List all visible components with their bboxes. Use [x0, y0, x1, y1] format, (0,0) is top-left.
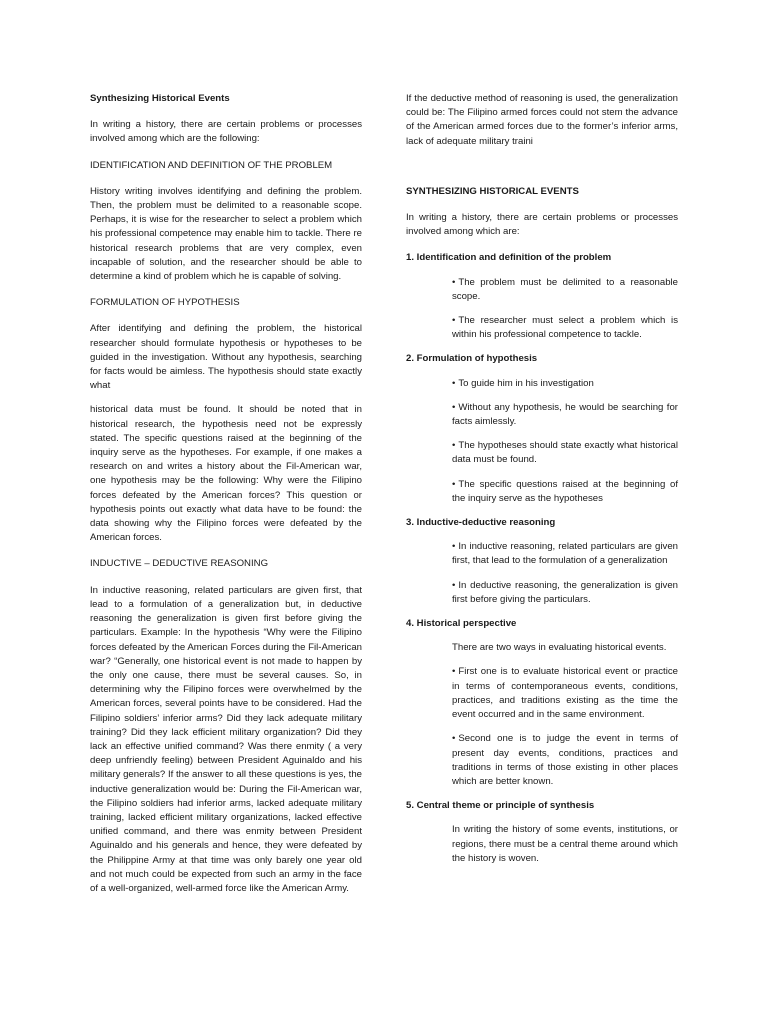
bullet-icon: •	[452, 315, 456, 327]
right-h3-bullet-2	[452, 579, 678, 607]
right-h2-bullet-1	[452, 377, 678, 391]
bullet-text: The hypotheses should state exactly what historical data must be found.	[452, 440, 678, 466]
right-heading-4: 4. Historical perspective	[406, 618, 517, 630]
bullet-text: Second one is to judge the event in terms of present day events, conditions, practices and traditions in terms of those existing in other places which are better known.	[452, 733, 678, 787]
bullet-icon: •	[452, 666, 456, 678]
left-section1-text: History writing involves identifying and defining the problem. Then, the problem must be delimited to a reasonable scope. Perhaps, it is wise for the researcher to select a problem which his professional competence may enable him to tackle. There re historical research problems that are very complex, even incapable of solution, and the researcher should be able to determine a kind of problem which he is capable of solving.	[90, 185, 362, 283]
bullet-text: Without any hypothesis, he would be searching for facts aimlessly.	[452, 401, 678, 428]
bullet-text: The researcher must select a problem which is within his professional competence to tackle.	[452, 315, 678, 341]
right-heading-2: 2. Formulation of hypothesis	[406, 353, 538, 365]
right-h5-text: In writing the history of some events, institutions, or regions, there must be a central theme around which the history is woven.	[452, 824, 678, 864]
bullet-text: The specific questions raised at the beginning of the inquiry serve as the hypotheses	[452, 478, 678, 504]
bullet-icon: •	[452, 733, 456, 745]
right-heading-1: 1. Identification and definition of the problem	[406, 252, 612, 264]
bullet-text: The problem must be delimited to a reasonable scope.	[452, 276, 678, 302]
bullet-icon: •	[452, 541, 456, 553]
right-h2-bullet-2	[452, 401, 678, 429]
right-column	[406, 92, 678, 876]
left-intro: In writing a history, there are certain problems or processes involved among which are the following:	[90, 119, 362, 145]
bullet-text: In deductive reasoning, the generalization is given first before giving the particulars.	[452, 579, 678, 605]
bullet-text: In inductive reasoning, related particulars are given first, that lead to the formulation of a generalization	[452, 541, 678, 567]
right-title: SYNTHESIZING HISTORICAL EVENTS	[406, 185, 579, 197]
left-section2-heading: FORMULATION OF HYPOTHESIS	[90, 297, 240, 309]
right-deductive-text: If the deductive method of reasoning is used, the generalization could be: The Filipino armed forces could not stem the advance of the American armed forces due to the former’s inferior arms, lack of adequate military traini	[406, 93, 678, 147]
bullet-icon: •	[452, 579, 456, 591]
right-h4-bullet-1	[452, 665, 678, 722]
right-heading-3: 3. Inductive-deductive reasoning	[406, 517, 556, 529]
bullet-icon: •	[452, 276, 456, 288]
left-section3-heading: INDUCTIVE – DEDUCTIVE REASONING	[90, 558, 269, 570]
bullet-icon: •	[452, 377, 456, 389]
right-h1-bullet-2	[452, 314, 678, 342]
right-h1-bullet-1	[452, 276, 678, 304]
bullet-text: First one is to evaluate historical event or practice in terms of contemporaneous events, conditions, practices, and traditions existing as the time the event occurred and in the same environment.	[452, 666, 678, 721]
bullet-icon: •	[452, 401, 456, 413]
bullet-text: To guide him in his investigation	[458, 377, 594, 389]
right-h4-bullet-2	[452, 732, 678, 789]
left-section2-text-b: historical data must be found. It should be noted that in historical research, the hypothesis need not be expressly stated. The specific questions raised at the beginning of the inquiry serve as the hypotheses. For example, if one makes a research on and writes a history about the Fil-American war, one hypothesis may be the following: Why were the Filipino forces defeated by the American forces? This question or hypothesis points out exactly what data have to be found: the data showing why the Filipino forces were defeated by the American forces.	[90, 404, 362, 544]
left-section1-heading: IDENTIFICATION AND DEFINITION OF THE PROBLEM	[90, 159, 333, 171]
bullet-icon: •	[452, 440, 456, 452]
left-section2-text-a: After identifying and defining the problem, the historical researcher should formulate hypothesis or hypotheses to be guided in the investigation. Without any hypothesis, searching for facts would be aimless. The hypothesis should state exactly what	[90, 323, 362, 392]
right-intro: In writing a history, there are certain problems or processes involved among which are:	[406, 212, 678, 238]
left-column	[90, 92, 362, 906]
bullet-icon: •	[452, 478, 456, 490]
right-h3-bullet-1	[452, 540, 678, 568]
right-h2-bullet-4	[452, 478, 678, 506]
right-heading-5: 5. Central theme or principle of synthesis	[406, 800, 595, 812]
left-title: Synthesizing Historical Events	[90, 93, 230, 104]
right-h4-intro: There are two ways in evaluating historical events.	[452, 642, 667, 654]
right-h2-bullet-3	[452, 439, 678, 467]
left-section3-text: In inductive reasoning, related particulars are given first, that lead to a formulation of a generalization but, in deductive reasoning the generalization is given first before giving the particulars. Example: In the hypothesis “Why were the Filipino forces defeated by the American Forces during the Fil-American war? “Generally, one historical event is not made to happen by the only one cause, there must be several causes. So, in determining why the Filipino forces were overwhelmed by the American forces, several points have to be considered. Had the Filipino soldiers’ inferior arms? Did they lack adequate military training? Did they lack efficient military organization? Did they lack an effective unified command? Was there enmity ( a very deep unfriendly feeling) between President Aguinaldo and his military generals? If the answer to all these questions is yes, the inductive generalization would be: During the Fil-American war, the Filipino soldiers had inferior arms, lacked adequate military training, lacked efficient military organizations, lacked effective unified command, and there was enmity between President Aguinaldo and his generals and hence, they were defeated by the Philippine Army at that time was only barely one year old and not much could be expected from such an army in the face of a well-organized, well-armed force like the American Army.	[90, 584, 362, 894]
